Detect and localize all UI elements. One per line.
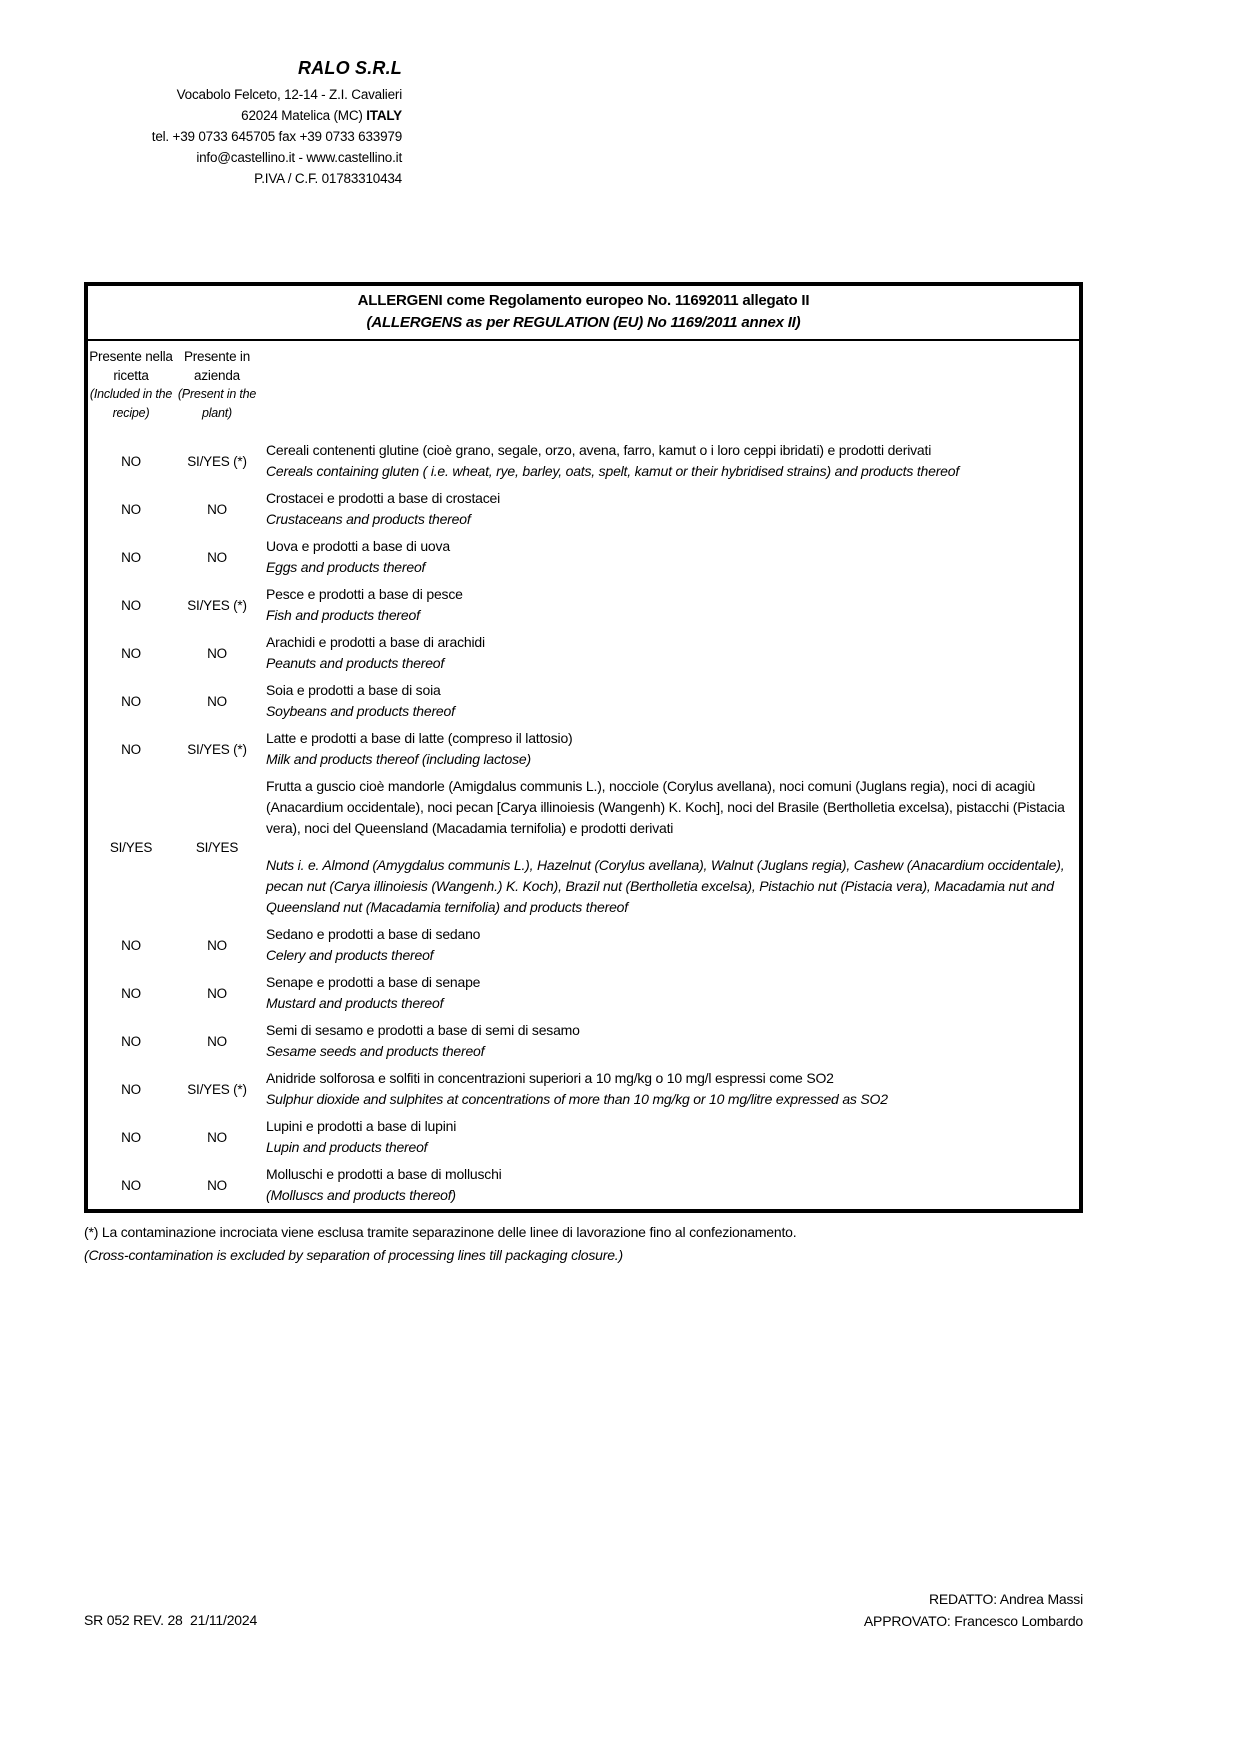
allergen-text-italian: Anidride solforosa e solfiti in concentrazioni superiori a 10 mg/kg o 10 mg/l espressi come SO2 <box>266 1070 834 1086</box>
allergen-text-italian: Pesce e prodotti a base di pesce <box>266 586 463 602</box>
table-row-lupin <box>88 1113 1079 1161</box>
table-row-gluten <box>88 437 1079 485</box>
company-email-web: info@castellino.it - www.castellino.it <box>196 150 402 165</box>
present-in-plant-value: SI/YES <box>195 839 239 855</box>
allergen-description <box>260 1116 1079 1158</box>
company-country: ITALY <box>366 108 402 123</box>
allergen-description <box>260 1164 1079 1206</box>
allergen-description <box>260 972 1079 1014</box>
present-in-plant-value: SI/YES (*) <box>187 741 247 757</box>
included-in-recipe-value: NO <box>121 453 141 469</box>
allergen-text-italian: Latte e prodotti a base di latte (compreso il lattosio) <box>266 730 573 746</box>
signature-block <box>864 1588 1083 1632</box>
allergen-text-english: Celery and products thereof <box>266 947 434 963</box>
allergen-description <box>260 924 1079 966</box>
table-row-peanuts <box>88 629 1079 677</box>
present-in-plant-value: SI/YES (*) <box>187 453 247 469</box>
present-in-plant-value: NO <box>207 1129 227 1145</box>
footnote <box>84 1221 1083 1267</box>
table-row-soybeans <box>88 677 1079 725</box>
recipe-column-label: Presente nella ricetta <box>89 349 173 383</box>
allergen-text-english: Peanuts and products thereof <box>266 655 445 671</box>
plant-column-label: Presente in azienda <box>183 349 251 383</box>
allergen-text-english: Nuts i. e. Almond (Amygdalus communis L.), Hazelnut (Corylus avellana), Walnut (Juglans regia), Cashew (Anacardium occidentale), pecan nut (Carya illinoiesis (Wangenh.) K. Koch), Brazil nut (Bertholletia excelsa), Pistachio nut (Pistacia vera), Macadamia nut and Queensland nut (Macadamia ternifolia) and products thereof <box>266 857 1065 915</box>
allergen-text-english: Sulphur dioxide and sulphites at concentrations of more than 10 mg/kg or 10 mg/litre expressed as SO2 <box>266 1091 888 1107</box>
company-address-line1: Vocabolo Felceto, 12-14 - Z.I. Cavalieri <box>176 87 402 102</box>
table-row-mustard <box>88 969 1079 1017</box>
doc-reference: SR 052 REV. 28 21/11/2024 <box>84 1612 258 1628</box>
company-name: RALO S.R.L <box>298 58 402 78</box>
recipe-column-header <box>88 347 174 423</box>
allergen-text-italian: Sedano e prodotti a base di sedano <box>266 926 481 942</box>
allergen-text-english: Sesame seeds and products thereof <box>266 1043 485 1059</box>
included-in-recipe-value: NO <box>121 501 141 517</box>
table-row-nuts <box>88 773 1079 921</box>
allergen-text-english: Cereals containing gluten ( i.e. wheat, rye, barley, oats, spelt, kamut or their hybridised strains) and products thereof <box>266 463 960 479</box>
present-in-plant-value: NO <box>207 645 227 661</box>
present-in-plant-value: SI/YES (*) <box>187 1081 247 1097</box>
footnote-english: (Cross-contamination is excluded by separation of processing lines till packaging closure.) <box>84 1247 623 1263</box>
present-in-plant-value: NO <box>207 549 227 565</box>
allergen-text-italian: Crostacei e prodotti a base di crostacei <box>266 490 501 506</box>
recipe-column-sublabel: (Included in the recipe) <box>89 387 173 420</box>
allergen-text-english: Mustard and products thereof <box>266 995 444 1011</box>
present-in-plant-value: NO <box>207 985 227 1001</box>
footnote-italian: (*) La contaminazione incrociata viene esclusa tramite separazinone delle linee di lavorazione fino al confezionamento. <box>84 1224 797 1240</box>
allergen-text-english: Crustaceans and products thereof <box>266 511 471 527</box>
allergen-column-header <box>260 347 1079 423</box>
included-in-recipe-value: SI/YES <box>109 839 153 855</box>
allergen-text-english: (Molluscs and products thereof) <box>266 1187 456 1203</box>
included-in-recipe-value: NO <box>121 549 141 565</box>
table-row-sulphur-dioxide <box>88 1065 1079 1113</box>
allergen-text-english: Soybeans and products thereof <box>266 703 455 719</box>
allergen-text-italian: Cereali contenenti glutine (cioè grano, segale, orzo, avena, farro, kamut o i loro ceppi ibridati) e prodotti derivati <box>266 442 932 458</box>
included-in-recipe-value: NO <box>121 985 141 1001</box>
allergen-table <box>84 282 1083 1213</box>
table-title-english: (ALLERGENS as per REGULATION (EU) No 1169/2011 annex II) <box>366 314 801 331</box>
table-title <box>88 286 1079 341</box>
present-in-plant-value: NO <box>207 693 227 709</box>
included-in-recipe-value: NO <box>121 1177 141 1193</box>
company-address-line2 <box>40 105 402 126</box>
included-in-recipe-value: NO <box>121 693 141 709</box>
included-in-recipe-value: NO <box>121 597 141 613</box>
company-city: 62024 Matelica (MC) <box>241 108 367 123</box>
present-in-plant-value: NO <box>207 1177 227 1193</box>
present-in-plant-value: NO <box>207 937 227 953</box>
column-header-row <box>88 341 1079 437</box>
allergen-description <box>260 440 1079 482</box>
table-row-eggs <box>88 533 1079 581</box>
plant-column-header <box>174 347 260 423</box>
allergen-description <box>260 680 1079 722</box>
included-in-recipe-value: NO <box>121 741 141 757</box>
allergen-text-italian: Senape e prodotti a base di senape <box>266 974 481 990</box>
present-in-plant-value: NO <box>207 501 227 517</box>
table-title-italian: ALLERGENI come Regolamento europeo No. 11692011 allegato II <box>357 292 810 309</box>
allergen-text-italian: Soia e prodotti a base di soia <box>266 682 441 698</box>
allergen-description <box>260 488 1079 530</box>
allergen-text-italian: Lupini e prodotti a base di lupini <box>266 1118 457 1134</box>
included-in-recipe-value: NO <box>121 1033 141 1049</box>
drafted-by: REDATTO: Andrea Massi <box>929 1591 1083 1607</box>
allergen-description <box>260 536 1079 578</box>
table-row-molluscs <box>88 1161 1079 1209</box>
present-in-plant-value: NO <box>207 1033 227 1049</box>
allergen-text-english: Lupin and products thereof <box>266 1139 428 1155</box>
allergen-text-italian: Semi di sesamo e prodotti a base di semi di sesamo <box>266 1022 580 1038</box>
allergen-text-italian: Molluschi e prodotti a base di molluschi <box>266 1166 502 1182</box>
table-row-celery <box>88 921 1079 969</box>
allergen-description <box>260 728 1079 770</box>
allergen-description <box>260 632 1079 674</box>
allergen-description <box>260 1068 1079 1110</box>
included-in-recipe-value: NO <box>121 1129 141 1145</box>
allergen-section <box>84 282 1083 1267</box>
allergen-description <box>260 776 1079 918</box>
company-phone-fax: tel. +39 0733 645705 fax +39 0733 633979 <box>151 129 402 144</box>
included-in-recipe-value: NO <box>121 1081 141 1097</box>
included-in-recipe-value: NO <box>121 645 141 661</box>
company-header <box>40 58 402 189</box>
table-row-milk <box>88 725 1079 773</box>
table-row-sesame <box>88 1017 1079 1065</box>
company-vat: P.IVA / C.F. 01783310434 <box>254 171 402 186</box>
allergen-text-italian: Arachidi e prodotti a base di arachidi <box>266 634 485 650</box>
table-row-crustaceans <box>88 485 1079 533</box>
table-row-fish <box>88 581 1079 629</box>
approved-by: APPROVATO: Francesco Lombardo <box>863 1613 1083 1629</box>
allergen-text-english: Eggs and products thereof <box>266 559 426 575</box>
allergen-text-english: Fish and products thereof <box>266 607 420 623</box>
allergen-description <box>260 584 1079 626</box>
included-in-recipe-value: NO <box>121 937 141 953</box>
allergen-text-italian: Uova e prodotti a base di uova <box>266 538 450 554</box>
plant-column-sublabel: (Present in the plant) <box>177 387 257 420</box>
allergen-description <box>260 1020 1079 1062</box>
allergen-text-italian: Frutta a guscio cioè mandorle (Amigdalus communis L.), nocciole (Corylus avellana), noci comuni (Juglans regia), noci di acagiù (Anacardium occidentale), noci pecan [Carya illinoiesis (Wangenh) K. Koch], noci del Brasile (Bertholletia excelsa), pistacchi (Pistacia vera), noci del Queensland (Macadamia ternifolia) e prodotti derivati <box>266 778 1065 836</box>
allergen-text-english: Milk and products thereof (including lactose) <box>266 751 531 767</box>
present-in-plant-value: SI/YES (*) <box>187 597 247 613</box>
